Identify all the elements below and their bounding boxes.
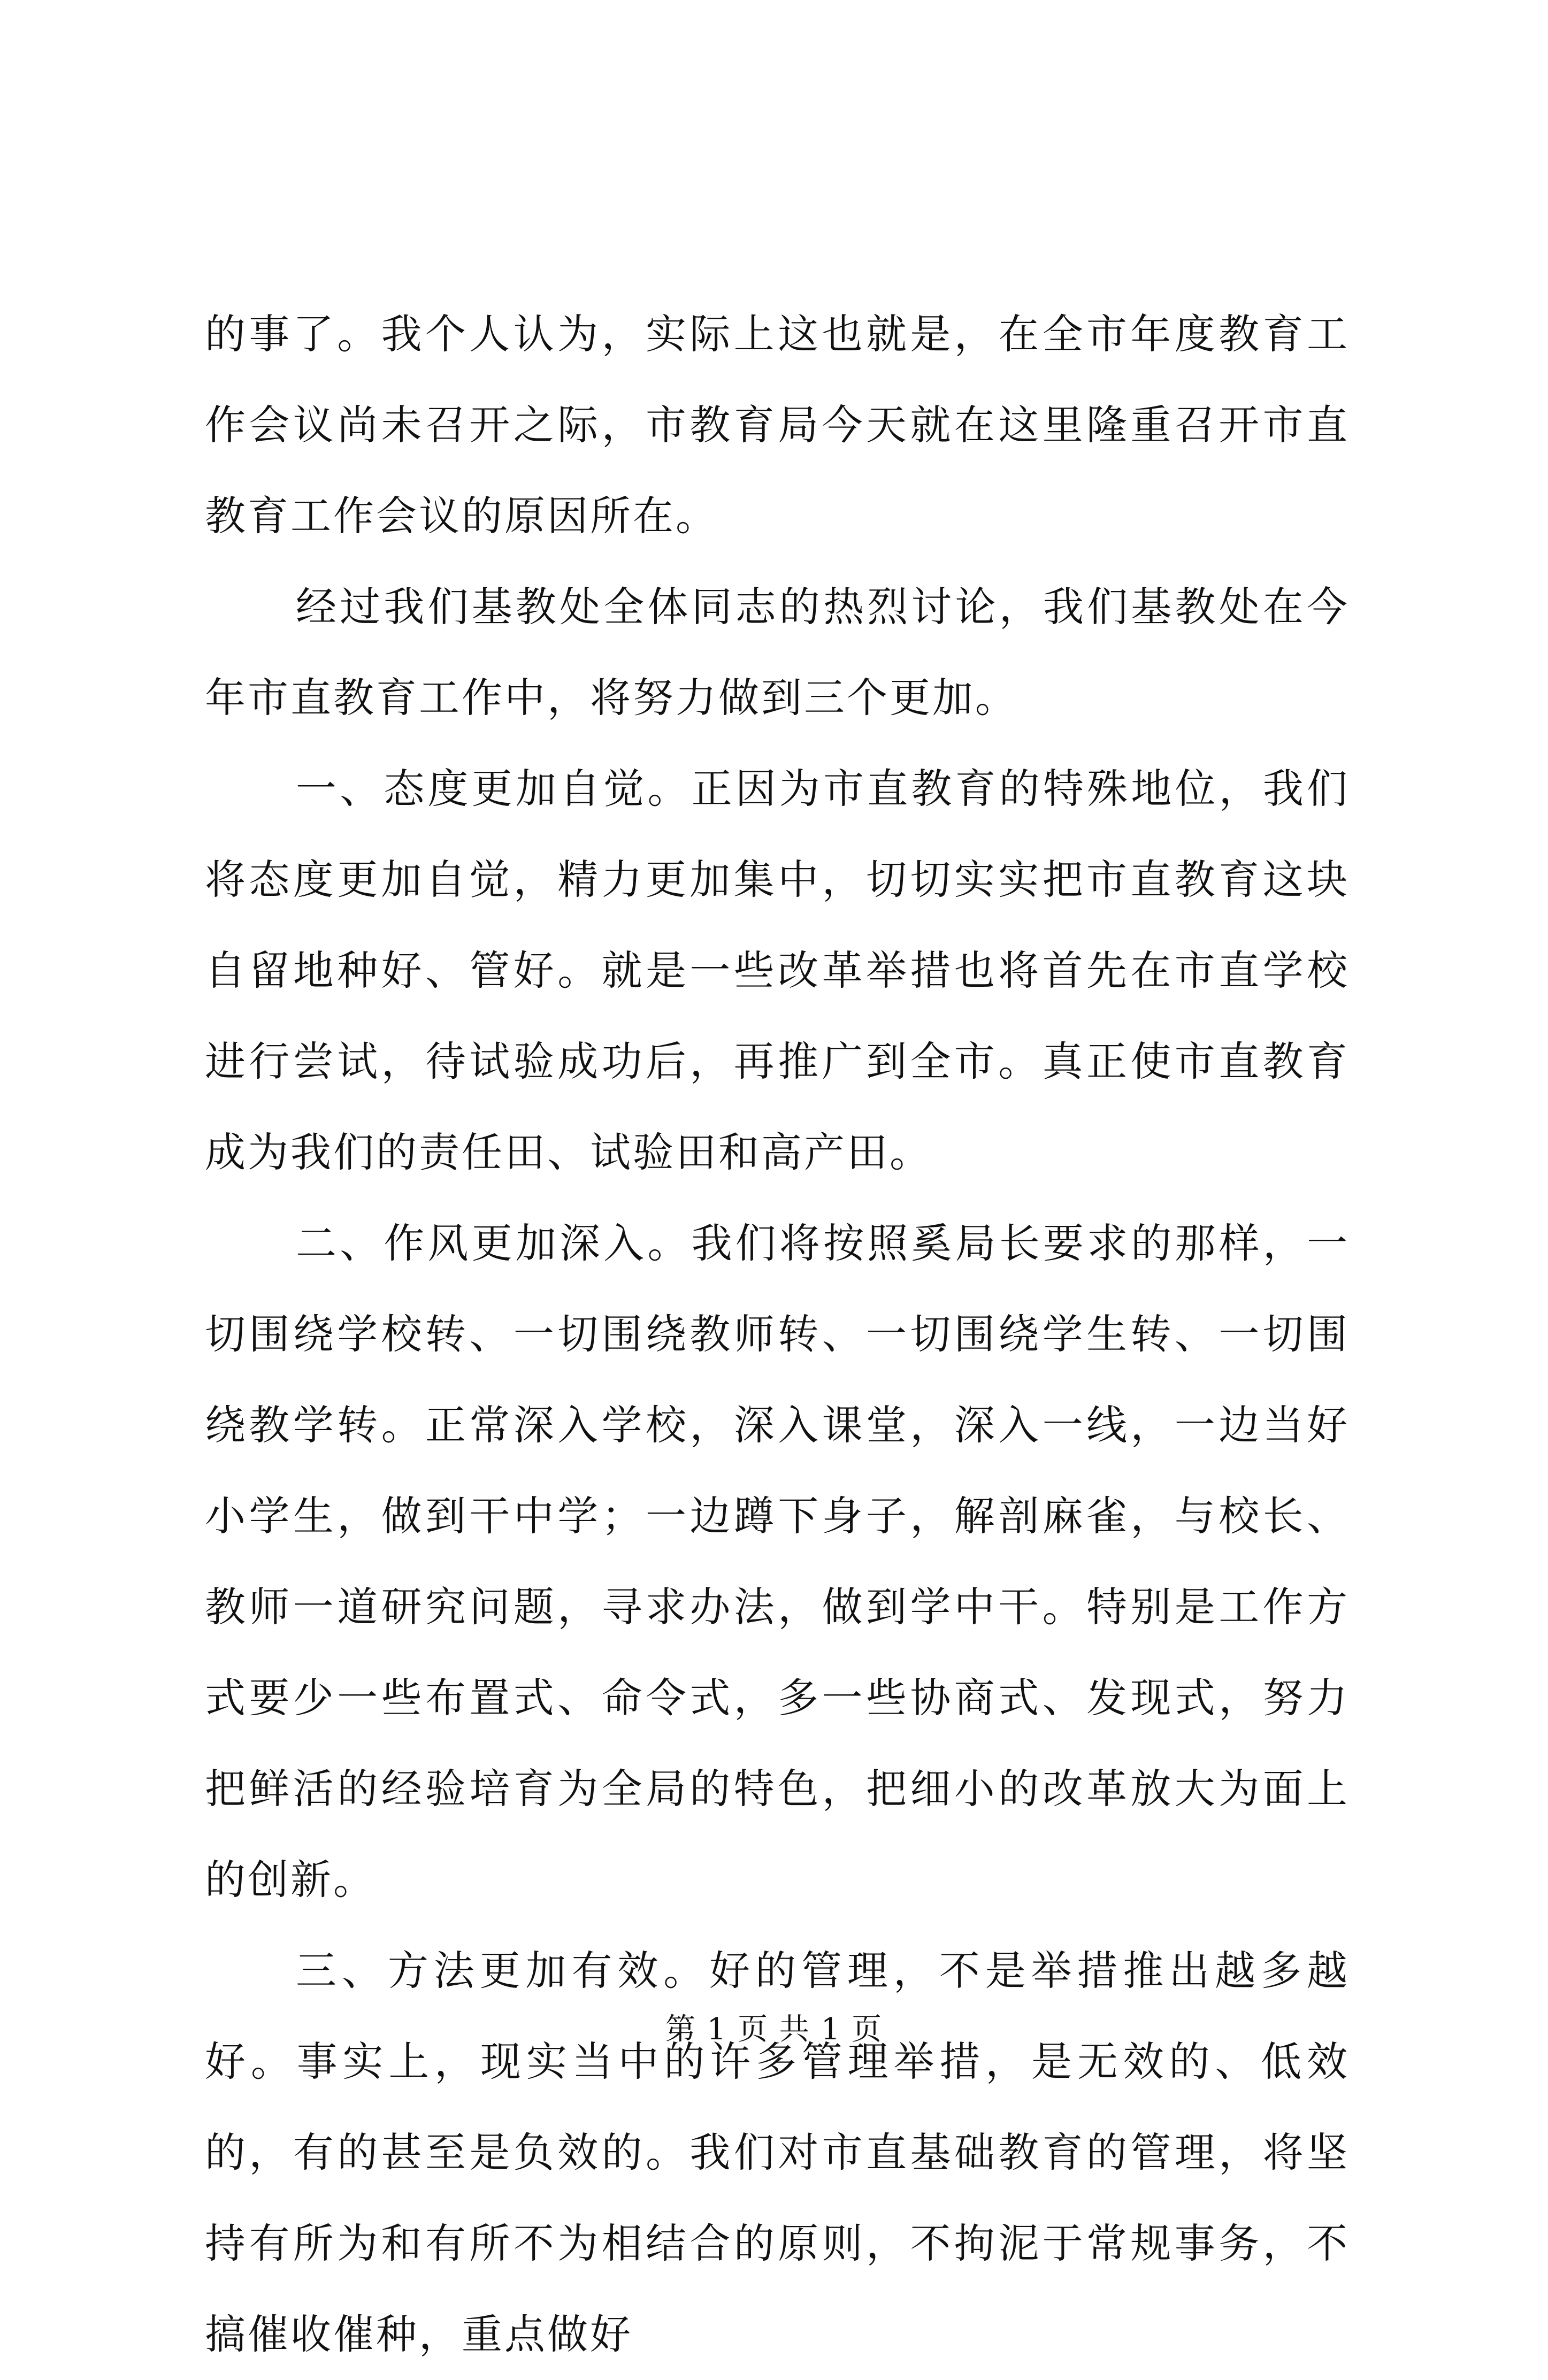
paragraph-point-three: 三、方法更加有效。好的管理，不是举措推出越多越好。事实上，现实当中的许多管理举措，是无效的、低效的，有的甚至是负效的。我们对市直基础教育的管理，将坚持有所为和有所不为相结合的原则，不拘泥于常规事务，不搞催收催种，重点做好 [205, 1947, 1350, 2358]
paragraph-continuation: 的事了。我个人认为，实际上这也就是，在全市年度教育工作会议尚未召开之际，市教育局今天就在这里隆重召开市直教育工作会议的原因所在。 [205, 310, 1350, 540]
document-body [205, 289, 1350, 2380]
paragraph-discussion: 经过我们基教处全体同志的热烈讨论，我们基教处在今年市直教育工作中，将努力做到三个更加。 [205, 583, 1350, 721]
page-footer: 第 1 页 共 1 页 [665, 2012, 883, 2047]
paragraph-point-two: 二、作风更加深入。我们将按照奚局长要求的那样，一切围绕学校转、一切围绕教师转、一切围绕学生转、一切围绕教学转。正常深入学校，深入课堂，深入一线，一边当好小学生，做到干中学；一边蹲下身子，解剖麻雀，与校长、教师一道研究问题，寻求办法，做到学中干。特别是工作方式要少一些布置式、命令式，多一些协商式、发现式，努力把鲜活的经验培育为全局的特色，把细小的改革放大为面上的创新。 [205, 1219, 1350, 1903]
paragraph-point-one: 一、态度更加自觉。正因为市直教育的特殊地位，我们将态度更加自觉，精力更加集中，切切实实把市直教育这块自留地种好、管好。就是一些改革举措也将首先在市直学校进行尝试，待试验成功后，再推广到全市。真正使市直教育成为我们的责任田、试验田和高产田。 [205, 765, 1350, 1176]
